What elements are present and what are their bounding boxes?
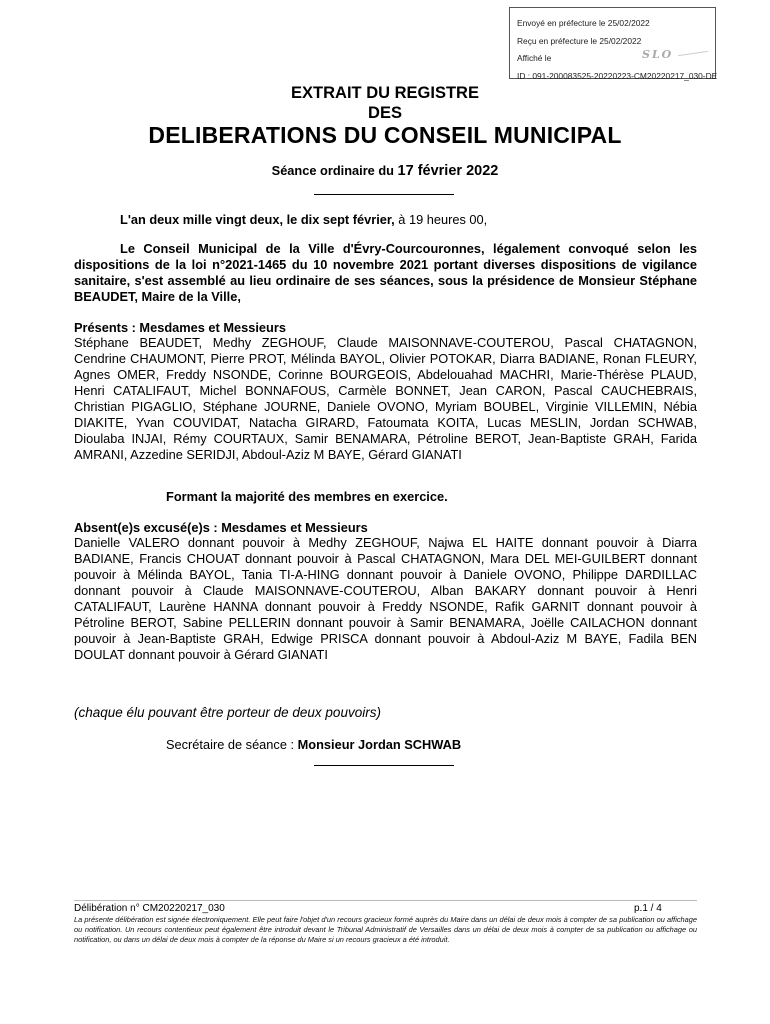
secretaire-divider [314, 765, 454, 766]
seance-prefix: Séance ordinaire du [271, 163, 394, 178]
stamp-recu: Reçu en préfecture le 25/02/2022 [517, 35, 642, 46]
prefecture-stamp [509, 7, 716, 79]
pouvoirs-note: (chaque élu pouvant être porteur de deux pouvoirs) [74, 705, 381, 720]
footer-legal-note: La présente délibération est signée électroniquement. Elle peut faire l'objet d'un recours gracieux formé auprès du Maire dans un délai de deux mois à compter de sa publication ou affichage ou notification. Un recours contentieux peut également être introduit devant le Tribunal Administratif de Versailles dans un délai de deux mois à compter de sa publication ou affichage ou notification, ou dans un délai de deux mois à compter de la réponse du Maire si un recours gracieux a été introduit. [74, 915, 697, 944]
footer-divider [74, 900, 697, 901]
absents-heading: Absent(e)s excusé(e)s : Mesdames et Messieurs [74, 520, 368, 535]
presents-heading: Présents : Mesdames et Messieurs [74, 320, 286, 335]
intro-time: à 19 heures 00, [394, 212, 488, 227]
stamp-signature: SLO [642, 46, 673, 64]
stamp-affiche: Affiché le [517, 53, 552, 63]
footer-page-number: p.1 / 4 [634, 903, 662, 914]
footer-reference: Délibération n° CM20220217_030 [74, 903, 225, 914]
conseil-paragraph: Le Conseil Municipal de la Ville d'Évry-Courcouronnes, légalement convoqué selon les dispositions de la loi n°2021-1465 du 10 novembre 2021 portant diverses dispositions de vigilance sanitaire, s'est assemblé au lieu ordinaire de ses séances, sous la présidence de Monsieur Stéphane BEAUDET, Maire de la Ville, [74, 241, 697, 304]
seance-divider [314, 194, 454, 195]
seance-line [0, 163, 770, 179]
secretaire-name: Monsieur Jordan SCHWAB [297, 737, 462, 752]
intro-date: L'an deux mille vingt deux, le dix sept février, [120, 212, 395, 227]
secretaire-line [166, 737, 616, 753]
stamp-envoye: Envoyé en préfecture le 25/02/2022 [517, 18, 650, 28]
intro-line [120, 212, 680, 228]
title-line-2: DES [368, 104, 402, 122]
seance-date: 17 février 2022 [397, 163, 499, 179]
stamp-id: ID : 091-200083525-20220223-CM20220217_030-DE [517, 70, 718, 81]
presents-list: Stéphane BEAUDET, Medhy ZEGHOUF, Claude MAISONNAVE-COUTEROU, Pascal CHATAGNON, Cendrine CHAUMONT, Pierre PROT, Mélinda BAYOL, Olivier POTOKAR, Diarra BADIANE, Ronan FLEURY, Agnes OMER, Freddy NSONDE, Corinne BOURGEOIS, Abdelouahad MACHRI, Marie-Thérèse PLAUD, Henri CATALIFAUT, Michel BONNAFOUS, Carmèle BONNET, Jean CARON, Pascal CAUCHEBRAIS, Christian PIGAGLIO, Stéphane JOURNE, Daniele OVONO, Myriam BOUBEL, Virginie VILLEMIN, Nébia DIAKITE, Yvan COUVIDAT, Natacha GIRARD, Fatoumata KOITA, Lucas MESLIN, Jordan SCHWAB, Dioulaba INJAI, Rémy COURTAUX, Samir BENAMARA, Pétroline BEROT, Jean-Baptiste GRAH, Farida AMRANI, Azzedine SERIDJI, Abdoul-Aziz M BAYE, Gérard GIANATI [74, 335, 697, 462]
title-line-1: EXTRAIT DU REGISTRE [291, 84, 479, 102]
secretaire-label: Secrétaire de séance : [166, 737, 298, 752]
majorite-line: Formant la majorité des membres en exercice. [166, 489, 448, 504]
page-title: DELIBERATIONS DU CONSEIL MUNICIPAL [148, 122, 622, 148]
absents-list: Danielle VALERO donnant pouvoir à Medhy ZEGHOUF, Najwa EL HAITE donnant pouvoir à Diarra BADIANE, Francis CHOUAT donnant pouvoir à Pascal CHATAGNON, Mara DEL MEI-GUILBERT donnant pouvoir à Mélinda BAYOL, Tania TI-A-HING donnant pouvoir à Daniele OVONO, Philippe DARDILLAC donnant pouvoir à Claude MAISONNAVE-COUTEROU, Alban BAKARY donnant pouvoir à Henri CATALIFAUT, Laurène HANNA donnant pouvoir à Freddy NSONDE, Rafik GARNIT donnant pouvoir à Pétroline BEROT, Sabine PELLERIN donnant pouvoir à Samir BENAMARA, Joëlle CAILACHON donnant pouvoir à Jean-Baptiste GRAH, Edwige PRISCA donnant pouvoir à Abdoul-Aziz M BAYE, Fadila BEN DOULAT donnant pouvoir à Gérard GIANATI [74, 535, 697, 662]
